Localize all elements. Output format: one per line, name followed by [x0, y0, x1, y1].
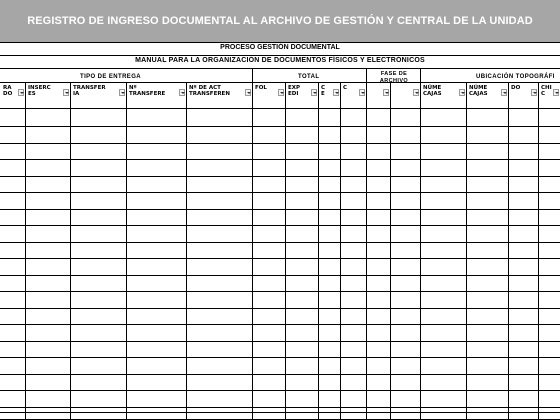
- report-banner: [0, 0, 560, 42]
- column-header-cell: [539, 83, 560, 107]
- grid-row-line: [0, 242, 560, 243]
- grid-row-line: [0, 341, 560, 342]
- grid-column-line: [366, 82, 367, 420]
- grid-row-line: [0, 108, 560, 109]
- column-header-cell: [187, 83, 252, 107]
- column-header-label: C: [343, 85, 348, 91]
- column-header-label: TRANSFER IA: [73, 85, 106, 97]
- filter-dropdown-icon[interactable]: [553, 89, 559, 96]
- filter-dropdown-icon[interactable]: [531, 89, 537, 96]
- grid-column-line: [340, 82, 341, 420]
- filter-dropdown-icon[interactable]: [383, 89, 389, 96]
- filter-dropdown-icon[interactable]: [359, 89, 365, 96]
- column-header-label: CHI C: [541, 85, 552, 97]
- grid-row-line: [0, 209, 560, 210]
- grid-column-line: [186, 82, 187, 420]
- column-header-cell: [467, 83, 508, 107]
- filter-dropdown-icon[interactable]: [119, 89, 125, 96]
- grid-column-line: [508, 82, 509, 420]
- group-fase-archivo: FASE DE ARCHIVO: [379, 71, 409, 84]
- grid-column-line: [466, 82, 467, 420]
- grid-row-line: [0, 374, 560, 375]
- group-separator-line: [366, 68, 367, 82]
- report-title: REGISTRO DE INGRESO DOCUMENTAL AL ARCHIVO DE GESTIÓN Y CENTRAL DE LA UNIDAD: [27, 15, 533, 27]
- column-header-label: NÚME CAJAS: [469, 85, 488, 97]
- grid-column-line: [25, 82, 26, 420]
- column-header-cell: [127, 83, 186, 107]
- column-header-cell: [391, 83, 420, 107]
- grid-row-line: [0, 390, 560, 391]
- grid-column-line: [252, 82, 253, 420]
- column-header-label: Nº DE ACT TRANSFEREN: [189, 85, 230, 97]
- grid-column-line: [70, 82, 71, 420]
- grid-row-line: [0, 291, 560, 292]
- group-separator-line: [420, 68, 421, 82]
- column-header-label: Nº TRANSFERE: [129, 85, 166, 97]
- grid-row-line: [0, 258, 560, 259]
- grid-row-line: [0, 192, 560, 193]
- filter-dropdown-icon[interactable]: [501, 89, 507, 96]
- column-header-label: DO: [511, 85, 521, 91]
- column-header-cell: [71, 83, 126, 107]
- group-separator-line: [252, 68, 253, 82]
- grid-column-line: [420, 82, 421, 420]
- grid-column-line: [538, 82, 539, 420]
- grid-row-line: [0, 357, 560, 358]
- filter-dropdown-icon[interactable]: [311, 89, 317, 96]
- filter-dropdown-icon[interactable]: [333, 89, 339, 96]
- column-header-cell: [509, 83, 538, 107]
- column-header-label: RA DO: [3, 85, 13, 97]
- column-header-cell: [367, 83, 390, 107]
- group-tipo-entrega: TIPO DE ENTREGA: [80, 74, 142, 80]
- filter-dropdown-icon[interactable]: [18, 89, 24, 96]
- filter-dropdown-icon[interactable]: [459, 89, 465, 96]
- grid-row-line: [0, 159, 560, 160]
- column-header-cell: [1, 83, 25, 107]
- column-header-cell: [319, 83, 340, 107]
- column-header-cell: [26, 83, 70, 107]
- grid-row-line: [0, 126, 560, 127]
- column-header-label: NÚME CAJAS: [423, 85, 442, 97]
- grid-row-line: [0, 407, 560, 408]
- filter-dropdown-icon[interactable]: [63, 89, 69, 96]
- grid-row-line: [0, 55, 560, 56]
- filter-dropdown-icon[interactable]: [179, 89, 185, 96]
- grid-row-line: [0, 324, 560, 325]
- column-header-label: EXP EDI: [288, 85, 301, 97]
- column-header-cell: [341, 83, 366, 107]
- group-ubicacion-topografica: UBICACIÓN TOPOGRÁFI: [476, 74, 555, 80]
- column-header-cell: [421, 83, 466, 107]
- filter-dropdown-icon[interactable]: [278, 89, 284, 96]
- column-header-label: INSERC ES: [28, 85, 51, 97]
- grid-column-line: [126, 82, 127, 420]
- grid-row-line: [0, 225, 560, 226]
- grid-row-line: [0, 68, 560, 69]
- filter-dropdown-icon[interactable]: [413, 89, 419, 96]
- grid-row-line: [0, 143, 560, 144]
- grid-row-line: [0, 275, 560, 276]
- grid-row-line: [0, 412, 560, 413]
- column-header-cell: [253, 83, 285, 107]
- grid-row-line: [0, 42, 560, 43]
- process-title: PROCESO GESTIÓN DOCUMENTAL: [220, 44, 340, 51]
- grid-row-line: [0, 176, 560, 177]
- manual-title: MANUAL PARA LA ORGANIZACIÓN DE DOCUMENTOS FÍSICOS Y ELECTRÓNICOS: [135, 57, 425, 64]
- grid-row-line: [0, 308, 560, 309]
- column-header-label: C E: [321, 85, 326, 97]
- filter-dropdown-icon[interactable]: [245, 89, 251, 96]
- spreadsheet-grid[interactable]: [0, 42, 560, 420]
- grid-column-line: [285, 82, 286, 420]
- grid-column-line: [318, 82, 319, 420]
- column-header-cell: [286, 83, 318, 107]
- column-header-label: FOL: [255, 85, 267, 91]
- grid-column-line: [390, 82, 391, 420]
- group-total: TOTAL: [298, 74, 320, 80]
